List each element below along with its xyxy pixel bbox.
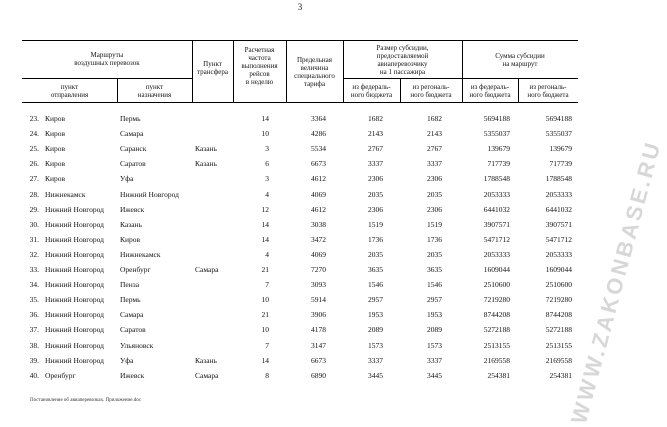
max-tariff: 5914 [311,295,326,305]
regional-subsidy-total: 2169558 [545,355,572,365]
regional-subsidy-per-passenger: 2957 [427,295,442,305]
destination-point: Уфа [120,174,134,184]
table-row [0,338,600,353]
federal-subsidy-total: 8744208 [483,310,510,320]
weekly-frequency: 3 [265,144,269,154]
header-federal-budget: из федераль- ного бюджета [350,83,393,99]
transfer-point: Казань [195,355,217,365]
destination-point: Пермь [120,295,141,305]
header-departure: пункт отправления [50,83,89,99]
federal-subsidy-total: 2513155 [483,340,510,350]
departure-point: Нижний Новгород [45,340,104,350]
departure-point: Киров [45,174,66,184]
federal-subsidy-per-passenger: 1682 [368,114,383,123]
federal-subsidy-per-passenger: 3337 [368,355,383,365]
regional-subsidy-total: 2053333 [545,189,572,199]
regional-subsidy-per-passenger: 1519 [427,219,442,229]
table-row [0,322,600,337]
header-destination: пункт назначения [137,83,172,99]
departure-point: Оренбург [45,370,76,380]
max-tariff: 4612 [311,174,326,184]
row-number: 40. [29,370,39,380]
regional-subsidy-per-passenger: 1736 [427,234,442,244]
table-row [0,171,600,186]
federal-subsidy-total: 5272188 [483,325,510,335]
departure-point: Нижний Новгород [45,234,104,244]
departure-point: Нижний Новгород [45,325,104,335]
header-regional-budget: из регональ- ного бюджета [527,83,569,99]
table-row [0,111,600,126]
federal-subsidy-total: 5471712 [483,234,510,244]
row-number: 26. [29,159,39,169]
regional-subsidy-total: 3907571 [545,219,572,229]
federal-subsidy-per-passenger: 2143 [368,129,383,139]
row-number: 24. [29,129,39,139]
max-tariff: 4612 [311,204,326,214]
departure-point: Нижний Новгород [45,295,104,305]
page-number: 3 [297,2,303,12]
federal-subsidy-total: 1788548 [483,174,510,184]
regional-subsidy-per-passenger: 2143 [427,129,442,139]
regional-subsidy-total: 717739 [549,159,572,169]
federal-subsidy-per-passenger: 1736 [368,234,383,244]
row-number: 36. [29,310,39,320]
transfer-point: Казань [195,144,217,154]
regional-subsidy-per-passenger: 2306 [427,174,442,184]
departure-point: Нижнекамск [45,189,86,199]
row-number: 31. [29,234,39,244]
regional-subsidy-per-passenger: 2035 [427,249,442,259]
header-max-tariff: Предельная величина специального тарифа [294,56,335,88]
max-tariff: 7270 [311,265,326,274]
destination-point: Казань [120,219,142,229]
row-number: 37. [29,325,39,335]
departure-point: Киров [45,129,66,139]
federal-subsidy-total: 254381 [487,370,510,380]
table-row [0,141,600,156]
weekly-frequency: 14 [261,234,269,244]
regional-subsidy-total: 2510600 [545,280,572,290]
row-number: 28. [29,189,39,199]
weekly-frequency: 4 [265,249,269,259]
federal-subsidy-total: 5694188 [483,114,510,123]
row-number: 23. [29,114,39,123]
weekly-frequency: 8 [265,370,269,380]
max-tariff: 4178 [311,325,326,335]
watermark-logo: WWW.ZAKONBASE.RU [566,137,666,427]
weekly-frequency: 7 [265,340,269,350]
row-number: 32. [29,249,39,259]
weekly-frequency: 10 [261,325,269,335]
max-tariff: 3093 [311,280,326,290]
table-row [0,368,600,383]
federal-subsidy-per-passenger: 1519 [368,219,383,229]
regional-subsidy-per-passenger: 2767 [427,144,442,154]
destination-point: Ижевск [120,370,145,380]
row-number: 30. [29,219,39,229]
weekly-frequency: 14 [261,114,269,123]
row-number: 35. [29,295,39,305]
regional-subsidy-per-passenger: 2035 [427,189,442,199]
weekly-frequency: 6 [265,159,269,169]
regional-subsidy-total: 1609044 [545,265,572,274]
table-row [0,187,600,202]
max-tariff: 3472 [311,234,326,244]
federal-subsidy-per-passenger: 2957 [368,295,383,305]
federal-subsidy-per-passenger: 3337 [368,159,383,169]
weekly-frequency: 14 [261,355,269,365]
departure-point: Нижний Новгород [45,249,104,259]
destination-point: Уфа [120,355,134,365]
transfer-point: Самара [195,265,219,274]
destination-point: Саратов [120,325,146,335]
regional-subsidy-total: 2053333 [545,249,572,259]
regional-subsidy-total: 2513155 [545,340,572,350]
federal-subsidy-total: 139679 [487,144,510,154]
weekly-frequency: 10 [261,129,269,139]
weekly-frequency: 21 [261,265,269,274]
header-frequency: Расчетная частота выполнения рейсов в неделю [241,46,278,86]
destination-point: Киров [120,234,141,244]
destination-point: Нижний Новгород [120,189,179,199]
table-row [0,353,600,368]
row-number: 39. [29,355,39,365]
max-tariff: 3906 [311,310,326,320]
federal-subsidy-total: 717739 [487,159,510,169]
regional-subsidy-per-passenger: 3337 [427,159,442,169]
federal-subsidy-per-passenger: 1546 [368,280,383,290]
max-tariff: 4286 [311,129,326,139]
regional-subsidy-total: 5355037 [545,129,572,139]
regional-subsidy-total: 254381 [549,370,572,380]
regional-subsidy-per-passenger: 1682 [427,114,442,123]
departure-point: Нижний Новгород [45,204,104,214]
row-number: 38. [29,340,39,350]
regional-subsidy-total: 139679 [549,144,572,154]
weekly-frequency: 21 [261,310,269,320]
table-row [0,307,600,322]
regional-subsidy-per-passenger: 3337 [427,355,442,365]
federal-subsidy-per-passenger: 2767 [368,144,383,154]
regional-subsidy-per-passenger: 3635 [427,265,442,274]
regional-subsidy-total: 8744208 [545,310,572,320]
federal-subsidy-per-passenger: 2035 [368,189,383,199]
regional-subsidy-total: 5471712 [545,234,572,244]
weekly-frequency: 4 [265,189,269,199]
table-row [0,277,600,292]
federal-subsidy-total: 2053333 [483,189,510,199]
regional-subsidy-per-passenger: 3445 [427,370,442,380]
weekly-frequency: 7 [265,280,269,290]
weekly-frequency: 10 [261,295,269,305]
table-row [0,156,600,171]
regional-subsidy-total: 5694188 [545,114,572,123]
max-tariff: 3364 [311,114,326,123]
federal-subsidy-total: 5355037 [483,129,510,139]
federal-subsidy-total: 2053333 [483,249,510,259]
table-row [0,217,600,232]
destination-point: Ижевск [120,204,145,214]
table-row [0,232,600,247]
regional-subsidy-total: 5272188 [545,325,572,335]
transfer-point: Казань [195,159,217,169]
departure-point: Нижний Новгород [45,219,104,229]
departure-point: Нижний Новгород [45,355,104,365]
regional-subsidy-per-passenger: 1953 [427,310,442,320]
row-number: 29. [29,204,39,214]
header-federal-budget: из федераль- ного бюджета [469,83,511,99]
destination-point: Пермь [120,114,141,123]
transfer-point: Самара [195,370,219,380]
departure-point: Киров [45,159,66,169]
federal-subsidy-total: 2510600 [483,280,510,290]
table-row [0,292,600,307]
federal-subsidy-per-passenger: 2306 [368,174,383,184]
weekly-frequency: 12 [261,204,269,214]
regional-subsidy-per-passenger: 2089 [427,325,442,335]
federal-subsidy-per-passenger: 1573 [368,340,383,350]
federal-subsidy-per-passenger: 2035 [368,249,383,259]
regional-subsidy-total: 7219280 [545,295,572,305]
federal-subsidy-per-passenger: 3445 [368,370,383,380]
table-row [0,202,600,217]
departure-point: Киров [45,144,66,154]
destination-point: Самара [120,129,144,139]
federal-subsidy-total: 3907571 [483,219,510,229]
header-routes: Маршруты воздушных перевозок [74,51,140,67]
destination-point: Саратов [120,159,146,169]
max-tariff: 5534 [311,144,326,154]
regional-subsidy-per-passenger: 1573 [427,340,442,350]
departure-point: Нижний Новгород [45,280,104,290]
table-row [0,126,600,141]
row-number: 25. [29,144,39,154]
federal-subsidy-total: 6441032 [483,204,510,214]
federal-subsidy-total: 2169558 [483,355,510,365]
max-tariff: 6673 [311,355,326,365]
table-row [0,247,600,262]
max-tariff: 4069 [311,249,326,259]
max-tariff: 3038 [311,219,326,229]
max-tariff: 4069 [311,189,326,199]
federal-subsidy-per-passenger: 3635 [368,265,383,274]
regional-subsidy-total: 6441032 [545,204,572,214]
federal-subsidy-per-passenger: 1953 [368,310,383,320]
weekly-frequency: 3 [265,174,269,184]
federal-subsidy-total: 7219280 [483,295,510,305]
destination-point: Нижнекамск [120,249,161,259]
regional-subsidy-per-passenger: 2306 [427,204,442,214]
destination-point: Самара [120,310,144,320]
table-row [0,262,600,277]
weekly-frequency: 14 [261,219,269,229]
federal-subsidy-per-passenger: 2089 [368,325,383,335]
destination-point: Пенза [120,280,140,290]
regional-subsidy-per-passenger: 1546 [427,280,442,290]
row-number: 33. [29,265,39,274]
header-transfer: Пункт трансфера [197,60,228,76]
departure-point: Нижний Новгород [45,265,104,274]
header-regional-budget: из регональ- ного бюджета [410,83,452,99]
document-footer: Постановление об авиаперевозках. Приложение.doc [30,398,141,403]
max-tariff: 6673 [311,159,326,169]
row-number: 34. [29,280,39,290]
federal-subsidy-per-passenger: 2306 [368,204,383,214]
regional-subsidy-total: 1788548 [545,174,572,184]
federal-subsidy-total: 1609044 [483,265,510,274]
destination-point: Оренбург [120,265,151,274]
max-tariff: 6890 [311,370,326,380]
departure-point: Киров [45,114,66,123]
row-number: 27. [29,174,39,184]
header-subsidy-total: Сумма субсидии на маршрут [495,52,545,68]
header-subsidy-per-passenger: Размер субсидии, предоставляемой авиаперевозчику на 1 пассажира [376,44,429,76]
departure-point: Нижний Новгород [45,310,104,320]
destination-point: Ульяновск [120,340,154,350]
destination-point: Саранск [120,144,147,154]
max-tariff: 3147 [311,340,326,350]
